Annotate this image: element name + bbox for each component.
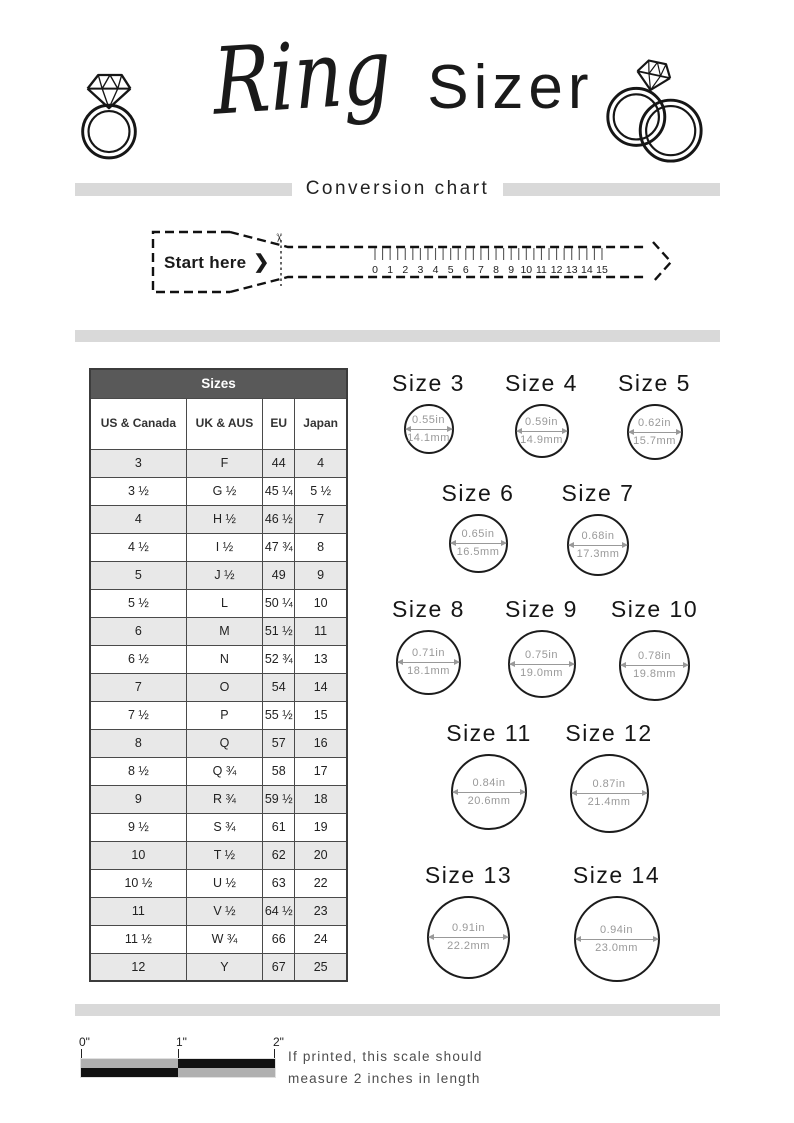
table-cell: 7 ½	[90, 701, 186, 729]
table-cell: P	[186, 701, 262, 729]
size-circle-item	[549, 720, 669, 833]
column-header: Japan	[295, 398, 347, 449]
size-circle-item	[404, 862, 533, 979]
diameter-arrow	[453, 792, 525, 793]
table-cell: 24	[295, 925, 347, 953]
table-cell: 63	[263, 869, 295, 897]
table-cell: 20	[295, 841, 347, 869]
start-here-label	[164, 251, 270, 274]
size-circle	[619, 630, 690, 701]
table-cell: 22	[295, 869, 347, 897]
table-row	[90, 869, 347, 897]
size-circle-item	[598, 596, 711, 701]
diameter-inches: 0.59in	[525, 415, 558, 428]
diameter-arrow	[510, 664, 574, 665]
table-cell: Q ¾	[186, 757, 262, 785]
ruler-number: 1	[387, 264, 394, 276]
size-circle	[427, 896, 510, 979]
print-instruction-line2: measure 2 inches in length	[288, 1070, 481, 1086]
size-label: Size 12	[565, 720, 653, 746]
wedding-rings-icon	[598, 52, 708, 168]
size-circle	[396, 630, 461, 695]
table-cell: W ¾	[186, 925, 262, 953]
table-cell: 67	[263, 953, 295, 981]
diameter-arrow	[621, 665, 688, 666]
diameter-mm: 14.9mm	[520, 433, 563, 446]
table-cell: 46 ½	[263, 505, 295, 533]
table-row	[90, 729, 347, 757]
diameter-mm: 18.1mm	[407, 665, 450, 677]
diameter-mm: 23.0mm	[595, 941, 638, 954]
table-row	[90, 701, 347, 729]
subtitle-row	[75, 178, 720, 200]
table-title: Sizes	[90, 369, 347, 398]
title-script-word: Ring	[211, 17, 394, 136]
size-circle	[451, 754, 527, 830]
print-instruction	[288, 1046, 483, 1089]
table-cell: 8 ½	[90, 757, 186, 785]
table-cell: 5 ½	[90, 589, 186, 617]
ruler-scale	[372, 248, 608, 276]
column-header: EU	[263, 398, 295, 449]
ruler-number: 5	[447, 264, 454, 276]
table-cell: 50 ¼	[263, 589, 295, 617]
table-cell: 7	[295, 505, 347, 533]
size-label: Size 14	[572, 862, 661, 888]
size-circle-item	[418, 480, 538, 573]
scale-segment	[178, 1059, 275, 1068]
chevron-right-icon: ❯	[253, 252, 270, 273]
diameter-inches: 0.65in	[461, 528, 495, 540]
diameter-mm: 22.2mm	[447, 940, 490, 952]
ruler-number: 3	[417, 264, 424, 276]
table-cell: 8	[295, 533, 347, 561]
scale-segment	[81, 1068, 178, 1077]
table-cell: 15	[295, 701, 347, 729]
diameter-arrow	[569, 545, 627, 546]
table-cell: 9	[295, 561, 347, 589]
table-cell: 3 ½	[90, 477, 186, 505]
table-cell: Q	[186, 729, 262, 757]
table-cell: O	[186, 673, 262, 701]
table-row	[90, 841, 347, 869]
column-header: US & Canada	[90, 398, 186, 449]
ruler-number: 15	[596, 264, 608, 276]
table-cell: I ½	[186, 533, 262, 561]
size-label: Size 5	[618, 370, 691, 396]
diameter-arrow	[398, 662, 459, 663]
table-cell: 11	[295, 617, 347, 645]
table-cell: 54	[263, 673, 295, 701]
ruler-number: 10	[520, 264, 533, 276]
table-row	[90, 617, 347, 645]
table-cell: 10	[295, 589, 347, 617]
diameter-arrow	[429, 937, 508, 938]
table-cell: 49	[263, 561, 295, 589]
table-cell: 4	[295, 449, 347, 477]
size-label: Size 8	[392, 596, 465, 622]
size-circle-item	[372, 370, 485, 454]
scale-segment	[81, 1059, 178, 1068]
ruler-number: 12	[550, 264, 563, 276]
table-row	[90, 533, 347, 561]
scissors-cut-icon: ✂	[272, 232, 287, 244]
column-header: UK & AUS	[186, 398, 262, 449]
table-cell: 45 ¼	[263, 477, 295, 505]
scale-segment	[178, 1068, 275, 1077]
table-cell: J ½	[186, 561, 262, 589]
table-cell: 5	[90, 561, 186, 589]
print-instruction-line1: If printed, this scale should	[288, 1049, 483, 1064]
size-circle	[574, 896, 660, 982]
table-cell: Y	[186, 953, 262, 981]
table-cell: 66	[263, 925, 295, 953]
table-cell: G ½	[186, 477, 262, 505]
table-row	[90, 477, 347, 505]
table-cell: 58	[263, 757, 295, 785]
diameter-mm: 19.0mm	[520, 666, 563, 679]
table-cell: 25	[295, 953, 347, 981]
table-row	[90, 757, 347, 785]
size-label: Size 4	[505, 370, 578, 396]
ruler-number: 4	[432, 264, 439, 276]
table-cell: 16	[295, 729, 347, 757]
diameter-arrow	[629, 432, 681, 433]
diameter-mm: 17.3mm	[576, 547, 620, 560]
size-label: Size 13	[424, 862, 513, 888]
table-row	[90, 813, 347, 841]
subtitle: Conversion chart	[305, 178, 490, 199]
diameter-arrow	[572, 793, 647, 794]
diameter-inches: 0.87in	[592, 778, 626, 790]
ruler-number: 9	[508, 264, 515, 276]
table-cell: S ¾	[186, 813, 262, 841]
table-cell: N	[186, 645, 262, 673]
table-cell: 19	[295, 813, 347, 841]
table-cell: F	[186, 449, 262, 477]
table-cell: V ½	[186, 897, 262, 925]
table-row	[90, 673, 347, 701]
conversion-table	[89, 368, 348, 982]
table-cell: 7	[90, 673, 186, 701]
diameter-inches: 0.91in	[452, 922, 485, 934]
table-row	[90, 589, 347, 617]
table-cell: 61	[263, 813, 295, 841]
diameter-arrow	[517, 431, 567, 432]
diameter-inches: 0.75in	[525, 648, 558, 661]
table-cell: 55 ½	[263, 701, 295, 729]
table-cell: 6 ½	[90, 645, 186, 673]
diameter-inches: 0.94in	[600, 923, 633, 936]
table-row	[90, 561, 347, 589]
separator-bar-top	[75, 330, 720, 342]
table-row	[90, 897, 347, 925]
size-circle-item	[485, 370, 598, 458]
table-cell: 64 ½	[263, 897, 295, 925]
size-circle	[449, 514, 508, 573]
table-row	[90, 953, 347, 981]
title-rest-word: Sizer	[427, 53, 594, 122]
diameter-inches: 0.84in	[472, 776, 506, 789]
inch-label-1: 1"	[176, 1035, 187, 1049]
table-row	[90, 645, 347, 673]
table-cell: 44	[263, 449, 295, 477]
table-cell: 10 ½	[90, 869, 186, 897]
diameter-inches: 0.68in	[581, 529, 615, 542]
inch-label-0: 0"	[79, 1035, 90, 1049]
size-circle	[570, 754, 649, 833]
size-circle	[508, 630, 576, 698]
table-cell: 6	[90, 617, 186, 645]
table-cell: 12	[90, 953, 186, 981]
table-cell: 59 ½	[263, 785, 295, 813]
table-cell: 9	[90, 785, 186, 813]
table-cell: 47 ¾	[263, 533, 295, 561]
table-cell: H ½	[186, 505, 262, 533]
size-circle-item	[485, 596, 598, 698]
table-cell: 52 ¾	[263, 645, 295, 673]
size-circle-item	[538, 480, 658, 576]
table-cell: 5 ½	[295, 477, 347, 505]
size-circle	[404, 404, 454, 454]
table-cell: 23	[295, 897, 347, 925]
size-circle-row	[418, 480, 658, 576]
table-cell: 18	[295, 785, 347, 813]
ruler-number: 2	[402, 264, 409, 276]
size-circle-item	[372, 596, 485, 695]
table-cell: 11	[90, 897, 186, 925]
table-cell: L	[186, 589, 262, 617]
size-circle-row	[404, 862, 681, 982]
table-row	[90, 925, 347, 953]
size-circle-item	[429, 720, 549, 830]
size-circle-item	[598, 370, 711, 460]
size-label: Size 10	[610, 596, 699, 622]
table-cell: 62	[263, 841, 295, 869]
table-cell: 4	[90, 505, 186, 533]
table-cell: 57	[263, 729, 295, 757]
ruler-number: 13	[565, 264, 578, 276]
diameter-arrow	[451, 543, 506, 544]
diameter-arrow	[576, 939, 658, 940]
size-label: Size 3	[392, 370, 465, 396]
table-cell: M	[186, 617, 262, 645]
diamond-ring-icon	[70, 66, 148, 162]
size-circle-row	[372, 596, 711, 701]
size-circle	[515, 404, 569, 458]
ruler-number: 7	[478, 264, 484, 276]
diameter-arrow	[406, 429, 452, 430]
table-cell: R ¾	[186, 785, 262, 813]
table-cell: T ½	[186, 841, 262, 869]
table-cell: 14	[295, 673, 347, 701]
table-row	[90, 505, 347, 533]
size-label: Size 11	[446, 720, 532, 746]
table-row	[90, 449, 347, 477]
table-cell: 8	[90, 729, 186, 757]
size-circle-row	[372, 370, 711, 460]
diameter-inches: 0.55in	[412, 413, 445, 426]
table-cell: 13	[295, 645, 347, 673]
size-circle	[567, 514, 629, 576]
table-cell: 10	[90, 841, 186, 869]
scale-bar	[81, 1059, 275, 1077]
diameter-mm: 15.7mm	[633, 434, 676, 447]
size-circle	[627, 404, 683, 460]
size-circle-row	[429, 720, 669, 833]
diameter-mm: 19.8mm	[633, 668, 676, 680]
diameter-inches: 0.62in	[638, 416, 671, 429]
inch-label-2: 2"	[273, 1035, 284, 1049]
diameter-mm: 16.5mm	[456, 546, 500, 558]
table-cell: U ½	[186, 869, 262, 897]
subtitle-bar-right	[503, 183, 720, 196]
diameter-mm: 20.6mm	[467, 794, 511, 807]
table-cell: 17	[295, 757, 347, 785]
table-row	[90, 785, 347, 813]
table-cell: 3	[90, 449, 186, 477]
table-cell: 4 ½	[90, 533, 186, 561]
table-cell: 9 ½	[90, 813, 186, 841]
print-check-scale	[79, 1035, 284, 1085]
size-label: Size 7	[561, 480, 635, 506]
separator-bar-bottom	[75, 1004, 720, 1016]
table-cell: 11 ½	[90, 925, 186, 953]
size-label: Size 9	[505, 596, 578, 622]
diameter-mm: 14.1mm	[407, 431, 450, 444]
diameter-inches: 0.71in	[412, 647, 445, 659]
subtitle-bar-left	[75, 183, 292, 196]
table-cell: 51 ½	[263, 617, 295, 645]
diameter-inches: 0.78in	[638, 650, 671, 662]
start-here-text: Start here	[164, 252, 247, 272]
ruler-number: 0	[372, 264, 378, 276]
page-title	[200, 17, 594, 172]
size-circle-item	[552, 862, 681, 982]
diameter-mm: 21.4mm	[587, 796, 631, 808]
ruler-number: 14	[581, 264, 593, 276]
ruler-number: 6	[462, 264, 469, 276]
ruler-number: 11	[535, 264, 547, 276]
size-label: Size 6	[441, 480, 515, 506]
ruler-number: 8	[493, 264, 499, 276]
